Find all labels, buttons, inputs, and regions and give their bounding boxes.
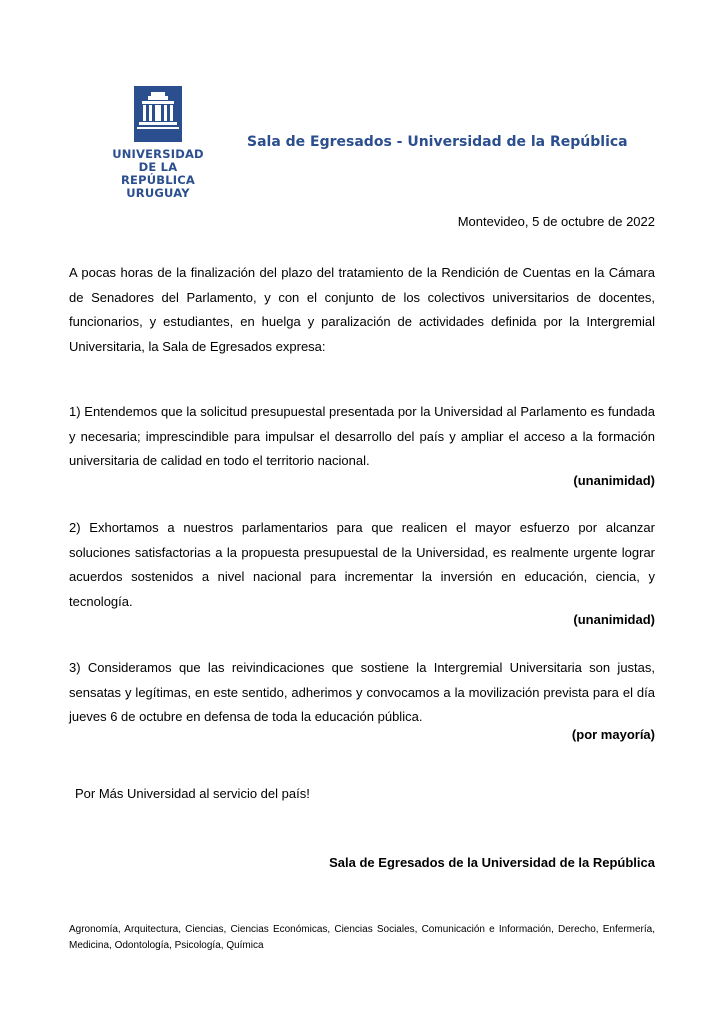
logo-line: URUGUAY bbox=[126, 186, 190, 200]
point-2-vote: (unanimidad) bbox=[573, 612, 655, 627]
point-2-paragraph: 2) Exhortamos a nuestros parlamentarios para que realicen el mayor esfuerzo por alcanzar soluciones satisfactorias a la propuesta presupuestal de la Universidad, es realmente urgente lograr acuerdos sostenidos a nivel nacional para incrementar la inversión en educación, ciencia, y tecnología. bbox=[69, 520, 655, 609]
point-1-paragraph: 1) Entendemos que la solicitud presupuestal presentada por la Universidad al Parlamento es fundada y necesaria; imprescindible para impulsar el desarrollo del país y ampliar el acceso a la formación universitaria de calidad en todo el territorio nacional. bbox=[69, 404, 655, 468]
faculties-footer: Agronomía, Arquitectura, Ciencias, Ciencias Económicas, Ciencias Sociales, Comunicación e Información, Derecho, Enfermería, Medicina, Odontología, Psicología, Química bbox=[69, 924, 655, 951]
point-1-vote: (unanimidad) bbox=[573, 473, 655, 488]
signature: Sala de Egresados de la Universidad de la República bbox=[329, 855, 655, 870]
intro-paragraph: A pocas horas de la finalización del plazo del tratamiento de la Rendición de Cuentas en la Cámara de Senadores del Parlamento, y con el conjunto de los colectivos universitarios de docentes, funcionarios, y estudiantes, en huelga y paralización de actividades definida por la Intergremial Universitaria, la Sala de Egresados expresa: bbox=[69, 265, 655, 354]
point-3-vote: (por mayoría) bbox=[571, 727, 655, 742]
closing-line: Por Más Universidad al servicio del país! bbox=[75, 786, 310, 801]
logo-line: DE LA REPÚBLICA bbox=[121, 160, 195, 187]
logo-wordmark bbox=[106, 148, 210, 200]
point-3-paragraph: 3) Consideramos que las reivindicaciones que sostiene la Intergremial Universitaria son justas, sensatas y legítimas, en este sentido, adherimos y convocamos a la movilización prevista para el día jueves 6 de octubre en defensa de toda la educación pública. bbox=[69, 660, 655, 724]
university-building-icon bbox=[134, 86, 182, 142]
university-logo bbox=[106, 86, 210, 200]
document-date: Montevideo, 5 de octubre de 2022 bbox=[457, 214, 655, 229]
header-title: Sala de Egresados - Universidad de la República bbox=[247, 134, 628, 150]
logo-line: UNIVERSIDAD bbox=[112, 147, 204, 161]
